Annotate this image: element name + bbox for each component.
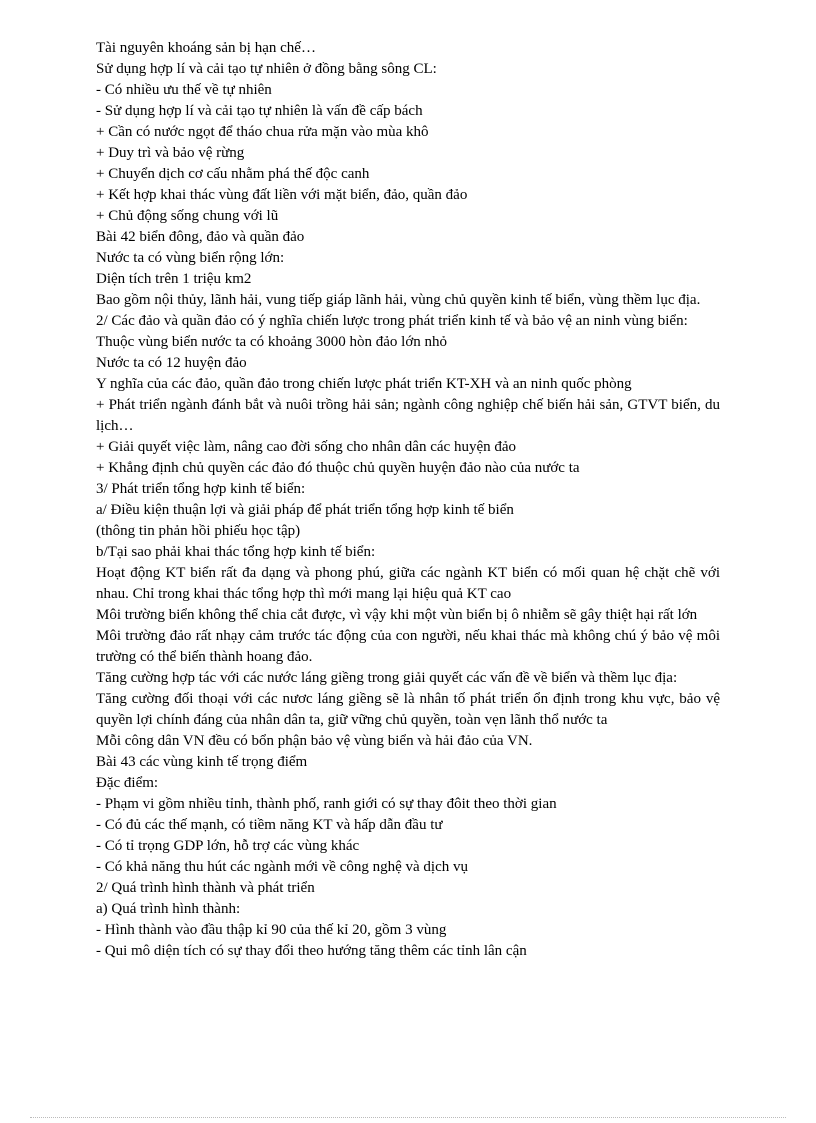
text-line: + Kết hợp khai thác vùng đất liền với mặt biển, đảo, quần đảo (96, 187, 468, 203)
text-line: + Giải quyết việc làm, nâng cao đời sống cho nhân dân các huyện đảo (96, 439, 517, 455)
text-line: Thuộc vùng biển nước ta có khoảng 3000 hòn đảo lớn nhỏ (96, 334, 448, 350)
text-line: + Duy trì và bảo vệ rừng (96, 145, 245, 161)
text-line: Sử dụng hợp lí và cải tạo tự nhiên ở đồng bằng sông CL: (96, 61, 437, 77)
text-line: - Phạm vi gồm nhiều tỉnh, thành phố, ranh giới có sự thay đôit theo thời gian (96, 796, 557, 812)
page-bottom-divider (30, 1117, 786, 1118)
text-line: a) Quá trình hình thành: (96, 901, 241, 917)
text-line: + Cần có nước ngọt để tháo chua rửa mặn vào mùa khô (96, 124, 429, 140)
text-line: - Có khả năng thu hút các ngành mới về công nghệ và dịch vụ (96, 859, 469, 875)
text-line: + Khẳng định chủ quyền các đảo đó thuộc chủ quyền huyện đảo nào của nước ta (96, 460, 580, 476)
paragraph: + Phát triển ngành đánh bắt và nuôi trồng hải sản; ngành công nghiệp chế biến hải sản, GTVT biển, du lịch… (96, 397, 720, 434)
document-body (96, 38, 720, 962)
text-line: Nước ta có vùng biển rộng lớn: (96, 250, 285, 266)
text-line: + Chủ động sống chung với lũ (96, 208, 279, 224)
text-line: - Qui mô diện tích có sự thay đổi theo hướng tăng thêm các tỉnh lân cận (96, 943, 527, 959)
paragraph: Môi trường biển không thể chia cắt được, vì vậy khi một vùn biển bị ô nhiễm sẽ gây thiệt hại rất lớn (96, 607, 698, 623)
text-line: 2/ Quá trình hình thành và phát triển (96, 880, 315, 896)
text-line: Diện tích trên 1 triệu km2 (96, 271, 252, 287)
text-line: Nước ta có 12 huyện đảo (96, 355, 247, 371)
text-line: - Có tỉ trọng GDP lớn, hỗ trợ các vùng khác (96, 838, 360, 854)
text-line: (thông tin phản hồi phiếu học tập) (96, 523, 301, 539)
text-line: Đặc điểm: (96, 775, 159, 791)
text-line: a/ Điều kiện thuận lợi và giải pháp để phát triển tổng hợp kinh tế biển (96, 502, 514, 518)
paragraph: Tăng cường đối thoại với các nươc láng giềng sẽ là nhân tố phát triển ổn định trong khu vực, bảo vệ quyền lợi chính đáng của nhân dân ta, giữ vững chủ quyền, toàn vẹn lãnh thổ nước ta (96, 691, 720, 728)
text-line: - Sử dụng hợp lí và cải tạo tự nhiên là vấn đề cấp bách (96, 103, 423, 119)
text-line: - Có đủ các thế mạnh, có tiềm năng KT và hấp dẫn đầu tư (96, 817, 443, 833)
text-line: Tài nguyên khoáng sản bị hạn chế… (96, 40, 316, 56)
paragraph: Hoạt động KT biển rất đa dạng và phong phú, giữa các ngành KT biển có mối quan hệ chặt chẽ với nhau. Chỉ trong khai thác tổng hợp thì mới mang lại hiệu quả KT cao (96, 565, 720, 602)
paragraph: Tăng cường hợp tác với các nước láng giềng trong giải quyết các vấn đề về biển và thềm lục địa: (96, 670, 678, 686)
text-line: 3/ Phát triển tổng hợp kinh tế biển: (96, 481, 306, 497)
text-line: Mỗi công dân VN đều có bổn phận bảo vệ vùng biển và hải đảo của VN. (96, 733, 533, 749)
text-line: - Hình thành vào đầu thập kỉ 90 của thế kỉ 20, gồm 3 vùng (96, 922, 447, 938)
paragraph: Bao gồm nội thủy, lãnh hải, vung tiếp giáp lãnh hải, vùng chủ quyền kinh tế biển, vùng thềm lục địa. (96, 292, 701, 308)
section-heading: Bài 42 biển đông, đảo và quần đảo (96, 229, 305, 245)
text-line: Y nghĩa của các đảo, quần đảo trong chiến lược phát triển KT-XH và an ninh quốc phòng (96, 376, 632, 392)
section-heading: Bài 43 các vùng kinh tế trọng điểm (96, 754, 308, 770)
text-line: + Chuyển dịch cơ cấu nhằm phá thế độc canh (96, 166, 370, 182)
paragraph: Môi trường đảo rất nhạy cảm trước tác động của con người, nếu khai thác mà không chú ý bảo vệ môi trường có thể biến thành hoang đảo. (96, 628, 720, 665)
text-line: - Có nhiều ưu thế về tự nhiên (96, 82, 272, 98)
text-line: b/Tại sao phải khai thác tổng hợp kinh tế biển: (96, 544, 376, 560)
paragraph: 2/ Các đảo và quần đảo có ý nghĩa chiến lược trong phát triển kinh tế và bảo vệ an ninh vùng biển: (96, 313, 688, 329)
